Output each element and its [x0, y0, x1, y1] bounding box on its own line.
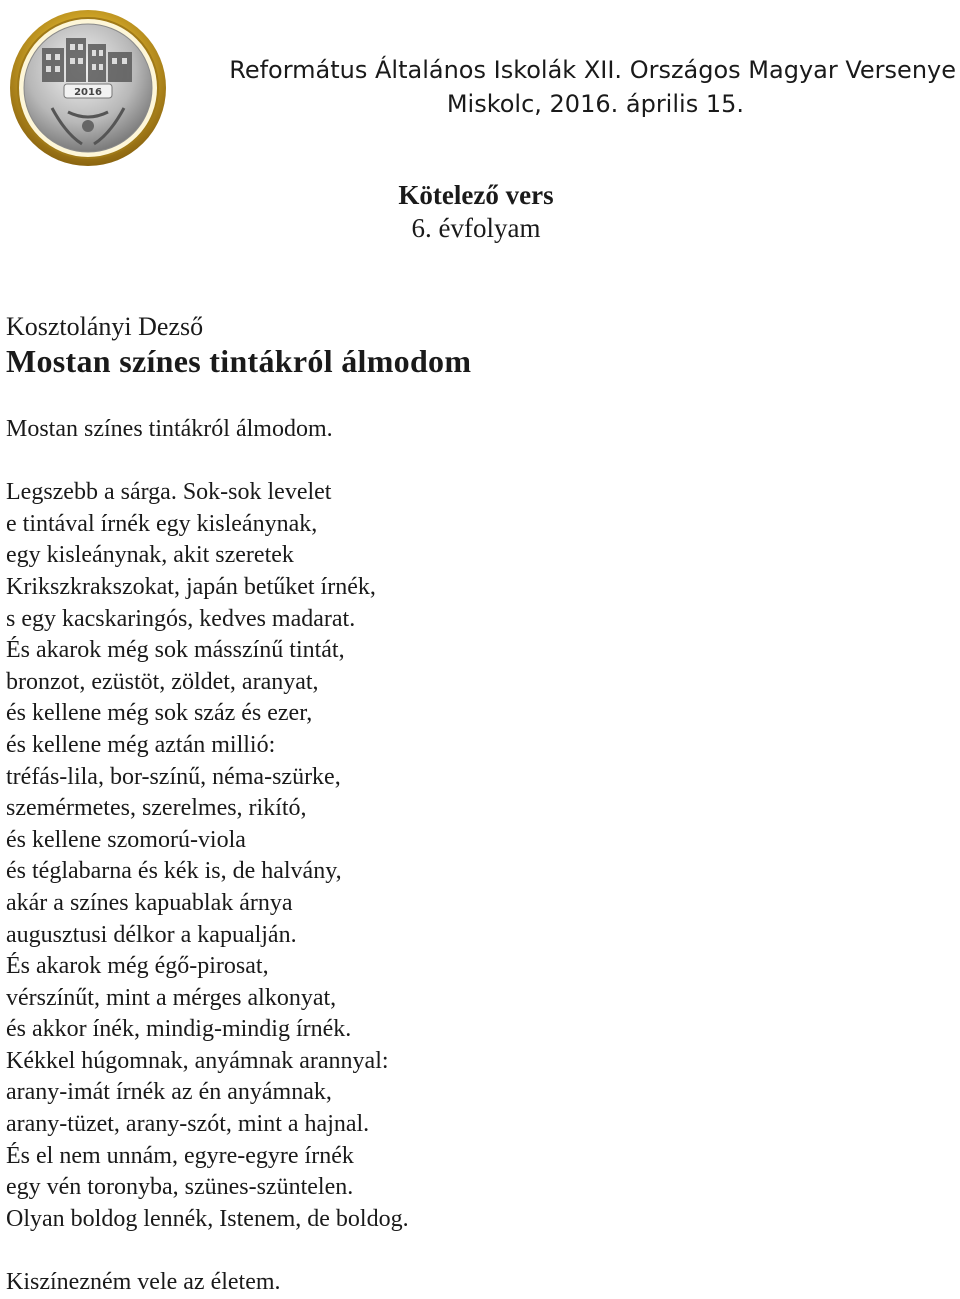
poem-line: és téglabarna és kék is, de halvány, — [6, 858, 342, 885]
poem-line: És el nem unnám, egyre-egyre írnék — [6, 1142, 354, 1169]
stanza-gap — [6, 1235, 409, 1267]
poem-line: és kellene még sok száz és ezer, — [6, 700, 313, 727]
poem-line: Kékkel húgomnak, anyámnak arannyal: — [6, 1047, 389, 1074]
section-title: Kötelező vers — [398, 180, 554, 210]
poem-line: arany-imát írnék az én anyámnak, — [6, 1079, 332, 1106]
poem-title: Mostan színes tintákról álmodom — [6, 343, 472, 379]
poem-line: arany-tüzet, arany-szót, mint a hajnal. — [6, 1111, 370, 1138]
poem-line: bronzot, ezüstöt, zöldet, aranyat, — [6, 668, 319, 695]
poem-line: e tintával írnék egy kisleánynak, — [6, 510, 318, 537]
competition-title: Református Általános Iskolák XII. Országos Magyar Versenye — [229, 56, 956, 84]
poem-line: és kellene szomorú-viola — [6, 826, 246, 853]
poem-line: Mostan színes tintákról álmodom. — [6, 416, 333, 442]
poem-line: És akarok még sok másszínű tintát, — [6, 637, 345, 664]
poem-line: Legszebb a sárga. Sok-sok levelet — [6, 479, 332, 506]
poem-line: s egy kacskaringós, kedves madarat. — [6, 605, 356, 632]
poem-line: augusztusi délkor a kapualján. — [6, 921, 297, 948]
poem-line: tréfás-lila, bor-színű, néma-szürke, — [6, 763, 341, 790]
school-competition-logo — [8, 8, 168, 168]
grade-label: 6. évfolyam — [411, 213, 541, 243]
poem-line: és kellene még aztán millió: — [6, 731, 276, 758]
competition-place-date: Miskolc, 2016. április 15. — [446, 90, 744, 118]
poem-line: Krikszkrakszokat, japán betűket írnék, — [6, 573, 376, 600]
poem-author: Kosztolányi Dezső — [6, 312, 204, 341]
poem-line: és akkor ínék, mindig-mindig írnék. — [6, 1016, 352, 1043]
poem-line: Olyan boldog lennék, Istenem, de boldog. — [6, 1205, 409, 1232]
poem-line: És akarok még égő-pirosat, — [6, 953, 269, 980]
stanza-gap — [6, 446, 409, 478]
poem-body — [6, 414, 409, 1299]
poem-line: egy kisleánynak, akit szeretek — [6, 542, 294, 569]
poem-line: akár a színes kapuablak árnya — [6, 889, 293, 916]
poem-line: vérszínűt, mint a mérges alkonyat, — [6, 984, 337, 1011]
poem-line: egy vén toronyba, szünes-szüntelen. — [6, 1174, 354, 1201]
poem-line: Kiszínezném vele az életem. — [6, 1269, 281, 1296]
logo-year-text: 2016 — [74, 87, 102, 98]
poem-line: szemérmetes, szerelmes, rikító, — [6, 795, 307, 822]
